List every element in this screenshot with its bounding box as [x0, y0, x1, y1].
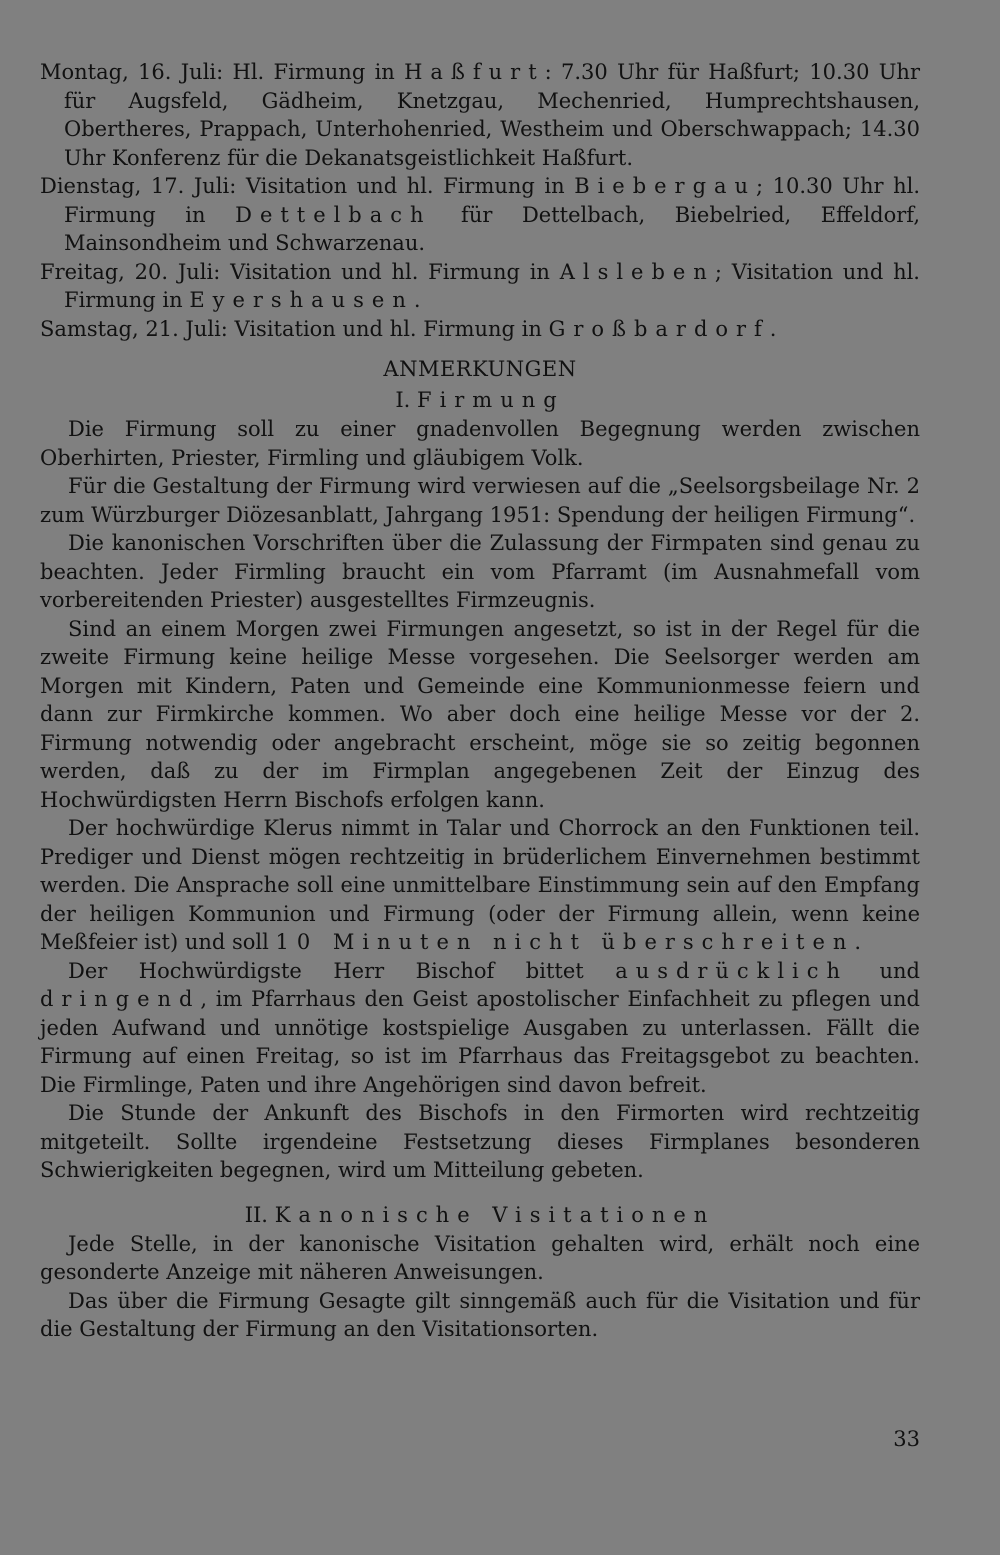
paragraph-text: Der Hochwürdigste Herr Bischof bittet — [68, 958, 616, 983]
entry-suffix: . — [413, 288, 421, 312]
place-name: Haßfurt — [404, 60, 545, 84]
paragraph: Für die Gestaltung der Firmung wird verwiesen auf die „Seelsorgsbeilage Nr. 2 zum Würzburger Diözesanblatt, Jahrgang 1951: Spendung der heiligen Firmung“. — [40, 474, 920, 527]
place-name: Eyershausen — [189, 288, 414, 312]
entry-mid: ; 10.30 Uhr hl. Firmung in — [64, 174, 920, 227]
entry-prefix: Dienstag, 17. Juli: Visitation und hl. Firmung in — [40, 174, 575, 198]
paragraph-text: und — [848, 958, 920, 983]
paragraph: Jede Stelle, in der kanonische Visitation gehalten wird, erhält noch eine gesonderte Anzeige mit näheren Anweisungen. — [40, 1231, 920, 1284]
paragraph — [40, 957, 920, 1100]
schedule-entry — [40, 258, 920, 315]
page-number: 33 — [893, 1427, 920, 1451]
emphasis: 10 Minuten nicht überschreiten — [275, 930, 855, 954]
emphasis: ausdrücklich — [615, 958, 848, 983]
section-heading — [40, 386, 920, 415]
place-name: Großbardorf — [548, 316, 770, 341]
section-numeral: II. — [244, 1202, 268, 1227]
paragraph: Sind an einem Morgen zwei Firmungen angesetzt, so ist in der Regel für die zweite Firmung keine heilige Messe vorgesehen. Die Seelsorger werden am Morgen mit Kindern, Paten und Gemeinde eine Kommunionmesse feiern und dann zur Firmkirche kommen. Wo aber doch eine heilige Messe vor der 2. Firmung notwendig oder angebracht erscheint, möge sie so zeitig begonnen werden, daß zu der im Firmplan angegebenen Zeit der Einzug des Hochwürdigsten Herrn Bischofs erfolgen kann. — [40, 616, 920, 812]
paragraph-text: . — [854, 930, 862, 954]
entry-prefix: Montag, 16. Juli: Hl. Firmung in — [40, 60, 405, 84]
paragraph-text: Der hochwürdige Klerus nimmt in Talar und Chorrock an den Funktionen teil. Prediger und Dienst mögen rechtzeitig in brüderlichem Einvernehmen bestimmt werden. Die Ansprache soll eine unmittelbare Einstimmung sein auf den Empfang der heiligen Kommunion und Firmung (oder der Firmung allein, wenn keine Meßfeier ist) und soll — [40, 816, 920, 954]
section-title: Kanonische Visitationen — [274, 1202, 716, 1227]
entry-mid: ; Visitation und hl. Firmung in — [64, 259, 920, 312]
paragraph: Das über die Firmung Gesagte gilt sinngemäß auch für die Visitation und für die Gestaltung der Firmung an den Visitationsorten. — [40, 1288, 920, 1341]
paragraph — [40, 814, 920, 957]
entry-suffix: für Dettelbach, Biebelried, Effeldorf, Mainsondheim und Schwarzenau. — [64, 202, 920, 255]
place-name: Alsleben — [559, 259, 715, 284]
text-column — [40, 58, 920, 1344]
section-title: Firmung — [417, 388, 565, 412]
schedule-entry — [40, 315, 920, 344]
entry-suffix: . — [769, 316, 777, 341]
schedule-entry — [40, 172, 920, 258]
place-name: Biebergau — [574, 174, 756, 198]
section-heading — [40, 1201, 920, 1230]
paragraph-text: , im Pfarrhaus den Geist apostolischer Einfachheit zu pflegen und jeden Aufwand und unnötige kostspielige Ausgaben zu unterlassen. Fällt die Firmung auf einen Freitag, so ist im Pfarrhaus das Freitagsgebot zu beachten. Die Firmlinge, Paten und ihre Angehörigen sind davon befreit. — [40, 987, 920, 1097]
notes-heading: ANMERKUNGEN — [383, 357, 577, 381]
entry-prefix: Samstag, 21. Juli: Visitation und hl. Firmung in — [40, 316, 549, 341]
schedule-entry — [40, 58, 920, 172]
paragraph: Die Firmung soll zu einer gnadenvollen Begegnung werden zwischen Oberhirten, Priester, Firmling und gläubigem Volk. — [40, 417, 920, 470]
section-numeral: I. — [395, 388, 411, 412]
paragraph: Die Stunde der Ankunft des Bischofs in den Firmorten wird rechtzeitig mitgeteilt. Sollte irgendeine Festsetzung dieses Firmplanes besonderen Schwierigkeiten begegnen, wird um Mitteilung gebeten. — [40, 1101, 920, 1182]
entry-prefix: Freitag, 20. Juli: Visitation und hl. Firmung in — [40, 259, 560, 284]
entry-suffix: : 7.30 Uhr für Haßfurt; 10.30 Uhr für Augsfeld, Gädheim, Knetzgau, Mechenried, Humprechtshausen, Obertheres, Prappach, Unterhohenried, Westheim und Oberschwappach; 14.30 Uhr Konferenz für die Dekanatsgeistlichkeit Haßfurt. — [64, 60, 920, 170]
paragraph: Die kanonischen Vorschriften über die Zulassung der Firmpaten sind genau zu beachten. Jeder Firmling braucht ein vom Pfarramt (im Ausnahmefall vom vorbereitenden Priester) ausgestelltes Firmzeugnis. — [40, 531, 920, 612]
place-name: Dettelbach — [235, 202, 432, 227]
emphasis: dringend — [40, 987, 201, 1011]
